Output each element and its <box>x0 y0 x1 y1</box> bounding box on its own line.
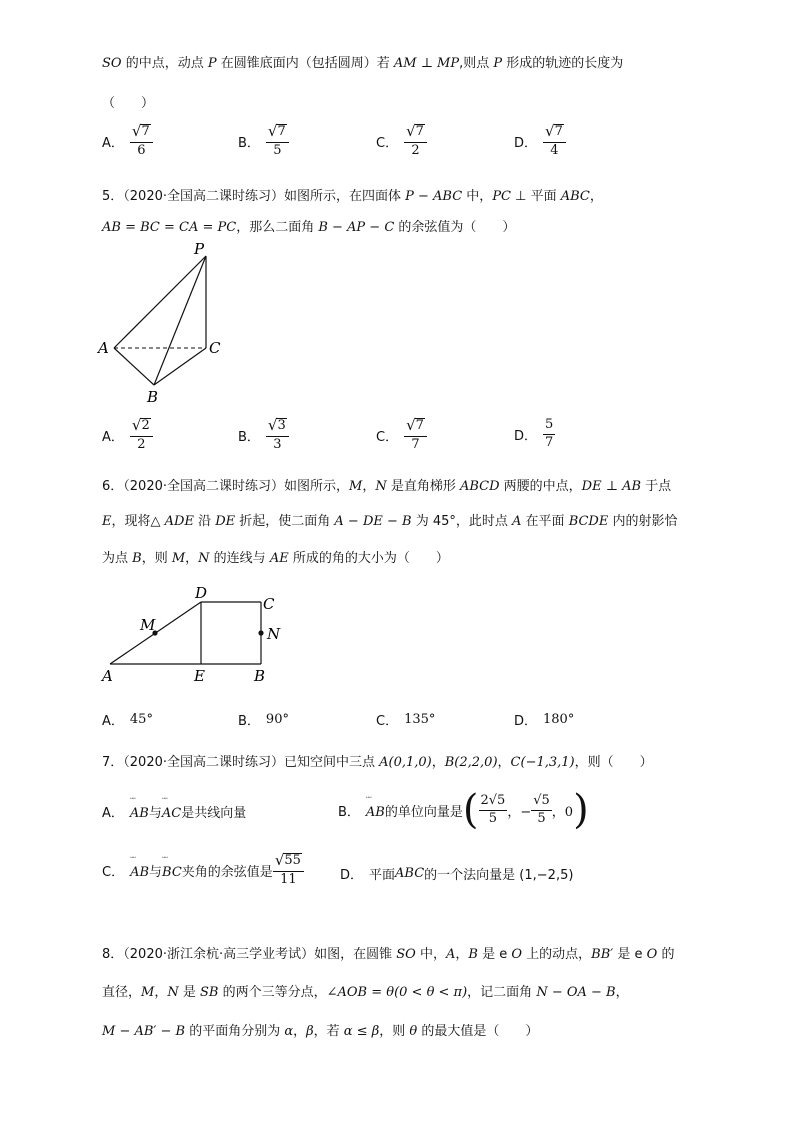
stem-text: 的两个三等分点， <box>218 985 327 1000</box>
option-label: B． <box>238 135 260 151</box>
option-label: A． <box>102 135 124 151</box>
radicand: 55 <box>284 853 301 868</box>
option-label: B． <box>338 804 360 820</box>
radicand: 7 <box>277 124 286 139</box>
label-a: A <box>98 339 109 357</box>
label-e: E <box>194 667 205 685</box>
q6-stem-line-2 <box>102 510 677 529</box>
numerator: 5 <box>543 418 555 435</box>
option-text: 的单位向量是 <box>384 804 463 820</box>
stem-text: 中， <box>415 947 446 962</box>
stem-text: ，那么二面角 <box>236 220 319 235</box>
math-text: ∠AOB = θ(0 < θ < π) <box>326 985 468 1000</box>
math-text: B <box>468 947 478 962</box>
label-d: D <box>195 584 208 602</box>
radicand: 7 <box>415 124 424 139</box>
stem-text: ，则（ ） <box>574 755 653 770</box>
math-text: α ≤ β <box>343 1024 380 1039</box>
separator: ，0 <box>551 804 574 820</box>
label-c: C <box>209 339 221 357</box>
fraction <box>543 418 555 451</box>
math-text: M <box>141 985 155 1000</box>
label-b: B <box>254 667 266 685</box>
denominator: 11 <box>280 871 297 887</box>
option-label: A． <box>102 429 124 445</box>
math-text: A(0,1,0) <box>379 755 432 770</box>
fraction: √ 3 3 <box>266 418 289 453</box>
stem-text: ，若 <box>313 1024 344 1039</box>
stem-text: ，现将△ <box>111 514 165 529</box>
q6-option-c[interactable] <box>376 710 435 729</box>
denominator: 5 <box>273 142 282 158</box>
math-text: BCDE <box>568 514 609 529</box>
math-text: N <box>375 479 387 494</box>
q7-stem-line <box>102 751 653 770</box>
option-value: 180° <box>543 712 575 727</box>
math-text: E <box>102 514 112 529</box>
stem-text: ， <box>362 479 376 494</box>
q7-option-d[interactable] <box>340 864 573 883</box>
q8-stem-line-3 <box>102 1020 538 1039</box>
q7-option-a[interactable] <box>102 802 246 821</box>
fraction: √ 7 2 <box>404 124 427 159</box>
q5-option-c[interactable] <box>376 418 427 453</box>
option-label: D． <box>514 135 538 151</box>
stem-text: ， <box>589 189 603 204</box>
math-text: ABC <box>560 189 590 204</box>
option-label: B． <box>238 429 260 445</box>
stem-text: 是 e <box>477 947 512 962</box>
label-m: M <box>140 616 156 634</box>
stem-text: ，记二面角 <box>467 985 537 1000</box>
stem-text: ， <box>293 1024 307 1039</box>
vector-ac: ᵕᵕ AC <box>162 802 181 821</box>
stem-text: 的余弦值为（ ） <box>394 220 516 235</box>
option-text: 平面 <box>369 868 396 883</box>
q4-stem-line <box>102 52 623 71</box>
q5-stem-line-1 <box>102 185 603 204</box>
q6-stem-line-1 <box>102 475 671 494</box>
vector-ab: ᵕᵕ AB <box>130 802 149 821</box>
math-text: α <box>284 1024 294 1039</box>
math-text: B <box>132 551 142 566</box>
math-text: AE <box>269 551 289 566</box>
edge-ap <box>114 256 206 348</box>
option-label: A． <box>102 806 124 821</box>
math-text: N − OA − B <box>536 985 616 1000</box>
math-text: B − AP − C <box>318 220 395 235</box>
math-text: O <box>646 947 658 962</box>
option-label: D． <box>514 428 538 444</box>
fraction: √ 7 7 <box>404 418 427 453</box>
stem-text: 沿 <box>193 514 216 529</box>
denominator: 7 <box>411 436 420 452</box>
option-label: C． <box>102 864 125 880</box>
stem-text: 7．（2020·全国高二课时练习）已知空间中三点 <box>102 755 380 770</box>
vector-bc: ᵕᵕ BC <box>162 861 182 880</box>
option-label: D． <box>514 714 538 729</box>
math-text: ABC <box>395 866 425 881</box>
q6-option-d[interactable] <box>514 710 574 729</box>
denominator: 2 <box>137 436 146 452</box>
math-text: PC <box>492 189 512 204</box>
stem-text: ， <box>455 947 469 962</box>
stem-text: ， <box>431 755 445 770</box>
math-text: P <box>493 56 503 71</box>
edge-ab <box>114 348 154 385</box>
denominator: 4 <box>550 142 559 158</box>
radicand: 7 <box>141 124 150 139</box>
stem-text: 的 <box>657 947 675 962</box>
stem-text: 是 <box>178 985 200 1000</box>
label-a: A <box>102 667 113 685</box>
math-text: P <box>207 56 217 71</box>
math-text: θ <box>409 1024 418 1039</box>
stem-text: 为 45°，此时点 <box>411 514 513 529</box>
math-text: N <box>167 985 179 1000</box>
option-label: D． <box>340 868 364 883</box>
option-label: A． <box>102 714 124 729</box>
math-text: BB′ <box>591 947 614 962</box>
radicand: 7 <box>554 124 563 139</box>
q4-option-a[interactable] <box>102 124 153 159</box>
option-value: 90° <box>265 712 289 727</box>
option-label: B． <box>238 714 260 729</box>
stem-text: ，则 <box>379 1024 410 1039</box>
edge-bp <box>154 256 206 385</box>
stem-text: 所成的角的大小为（ ） <box>288 551 449 566</box>
option-label: C． <box>376 714 399 729</box>
left-paren: ( <box>462 787 479 833</box>
label-p: P <box>194 240 205 258</box>
q6-stem-line-3 <box>102 547 449 566</box>
math-text: C(−1,3,1) <box>510 755 575 770</box>
stem-text: 的连线与 <box>209 551 270 566</box>
q6-option-b[interactable] <box>238 710 289 729</box>
stem-text: ， <box>615 985 629 1000</box>
right-paren: ) <box>573 787 589 833</box>
stem-text: 折起，使二面角 <box>235 514 335 529</box>
radicand: 7 <box>415 418 424 433</box>
q4-option-b[interactable] <box>238 124 289 159</box>
radicand: 2 <box>141 418 150 433</box>
math-text: DE ⊥ AB <box>581 479 642 494</box>
stem-text: 内的射影恰 <box>608 514 678 529</box>
math-text: DE <box>215 514 236 529</box>
q6-trapezoid-figure <box>98 582 298 688</box>
math-text: SB <box>199 985 219 1000</box>
q8-stem-line-1 <box>102 943 674 962</box>
option-text: 夹角的余弦值是 <box>181 864 273 880</box>
q7-option-c[interactable] <box>102 853 304 888</box>
q4-option-d[interactable] <box>514 124 566 159</box>
vector-ab: ᵕᵕ AB <box>366 801 385 820</box>
q5-option-d[interactable] <box>514 418 555 451</box>
q5-option-b[interactable] <box>238 418 289 453</box>
stem-text: 的中点，动点 <box>121 56 208 71</box>
math-text: A <box>445 947 456 962</box>
stem-text: 于点 <box>641 479 672 494</box>
q7-option-b[interactable] <box>338 787 589 833</box>
option-text: 与 <box>149 864 163 880</box>
q8-stem-line-2 <box>102 981 629 1000</box>
math-text: SO <box>396 947 416 962</box>
fraction: √ 2 2 <box>130 418 153 453</box>
fraction: $\frac{√5}{5}$ <box>533 792 550 826</box>
fraction: $\frac{2√5}{5}$ <box>480 792 506 826</box>
q5-stem-line-2 <box>102 216 515 235</box>
math-text: B(2,2,0) <box>444 755 498 770</box>
math-text: P − ABC <box>405 189 463 204</box>
option-text: 与 <box>148 806 162 821</box>
denominator: 7 <box>545 434 554 450</box>
option-text: 是共线向量 <box>181 806 247 821</box>
label-n: N <box>267 625 281 643</box>
math-text: ABCD <box>459 479 500 494</box>
math-text: SO <box>102 56 122 71</box>
denominator: 3 <box>273 436 282 452</box>
point-n <box>258 630 263 635</box>
stem-text: 在圆锥底面内（包括圆周）若 <box>216 56 394 71</box>
label-b: B <box>147 388 159 405</box>
denominator: 2 <box>411 142 420 158</box>
math-text: M <box>349 479 363 494</box>
vector-ab: ᵕᵕ AB <box>130 861 149 880</box>
fraction: √ 7 5 <box>266 124 289 159</box>
fraction: √ 7 6 <box>130 124 153 159</box>
stem-text: 直径， <box>102 985 142 1000</box>
label-c: C <box>263 595 275 613</box>
stem-text: 在平面 <box>521 514 569 529</box>
stem-text: 5．（2020·全国高二课时练习）如图所示，在四面体 <box>102 189 406 204</box>
math-text: O <box>511 947 523 962</box>
fraction: √ 7 4 <box>543 124 566 159</box>
stem-text: 是直角梯形 <box>386 479 460 494</box>
math-text: N <box>198 551 210 566</box>
separator: ，− <box>507 804 532 820</box>
stem-text: 两腰的中点， <box>499 479 582 494</box>
q6-option-a[interactable] <box>102 710 153 729</box>
math-text: ADE <box>164 514 194 529</box>
stem-text: ,则点 <box>459 56 494 71</box>
stem-text: 6．（2020·全国高二课时练习）如图所示， <box>102 479 349 494</box>
q4-answer-paren: （ ） <box>102 96 155 111</box>
math-text: A <box>512 514 522 529</box>
stem-text: 上的动点， <box>522 947 592 962</box>
q5-option-a[interactable] <box>102 418 153 453</box>
option-value: 135° <box>404 712 436 727</box>
stem-text: 中， <box>462 189 493 204</box>
option-label: C． <box>376 429 399 445</box>
stem-text: 的平面角分别为 <box>185 1024 285 1039</box>
q5-tetrahedron-figure <box>96 240 236 405</box>
stem-text: ， <box>497 755 511 770</box>
fraction: √ 55 11 <box>273 853 304 888</box>
math-text: β <box>306 1024 314 1039</box>
stem-text: ⊥ 平面 <box>511 189 561 204</box>
math-text: AM ⊥ MP <box>393 56 460 71</box>
stem-text: 8．（2020·浙江余杭·高三学业考试）如图，在圆锥 <box>102 947 397 962</box>
option-value: 45° <box>129 712 153 727</box>
stem-text: ，则 <box>141 551 172 566</box>
radicand: 3 <box>277 418 286 433</box>
denominator: 6 <box>137 142 146 158</box>
q4-option-c[interactable] <box>376 124 427 159</box>
stem-text: 的最大值是（ ） <box>417 1024 539 1039</box>
stem-text: ， <box>185 551 199 566</box>
math-text: M <box>171 551 186 566</box>
math-text: A − DE − B <box>334 514 412 529</box>
option-label: C． <box>376 135 399 151</box>
stem-text: 为点 <box>102 551 133 566</box>
stem-text: ， <box>154 985 168 1000</box>
math-text: AB = BC = CA = PC <box>102 220 237 235</box>
option-text: 的一个法向量是 (1,−2,5) <box>424 868 574 883</box>
stem-text: 是 e <box>613 947 647 962</box>
stem-text: 形成的轨迹的长度为 <box>502 56 624 71</box>
math-text: M − AB′ − B <box>102 1024 186 1039</box>
